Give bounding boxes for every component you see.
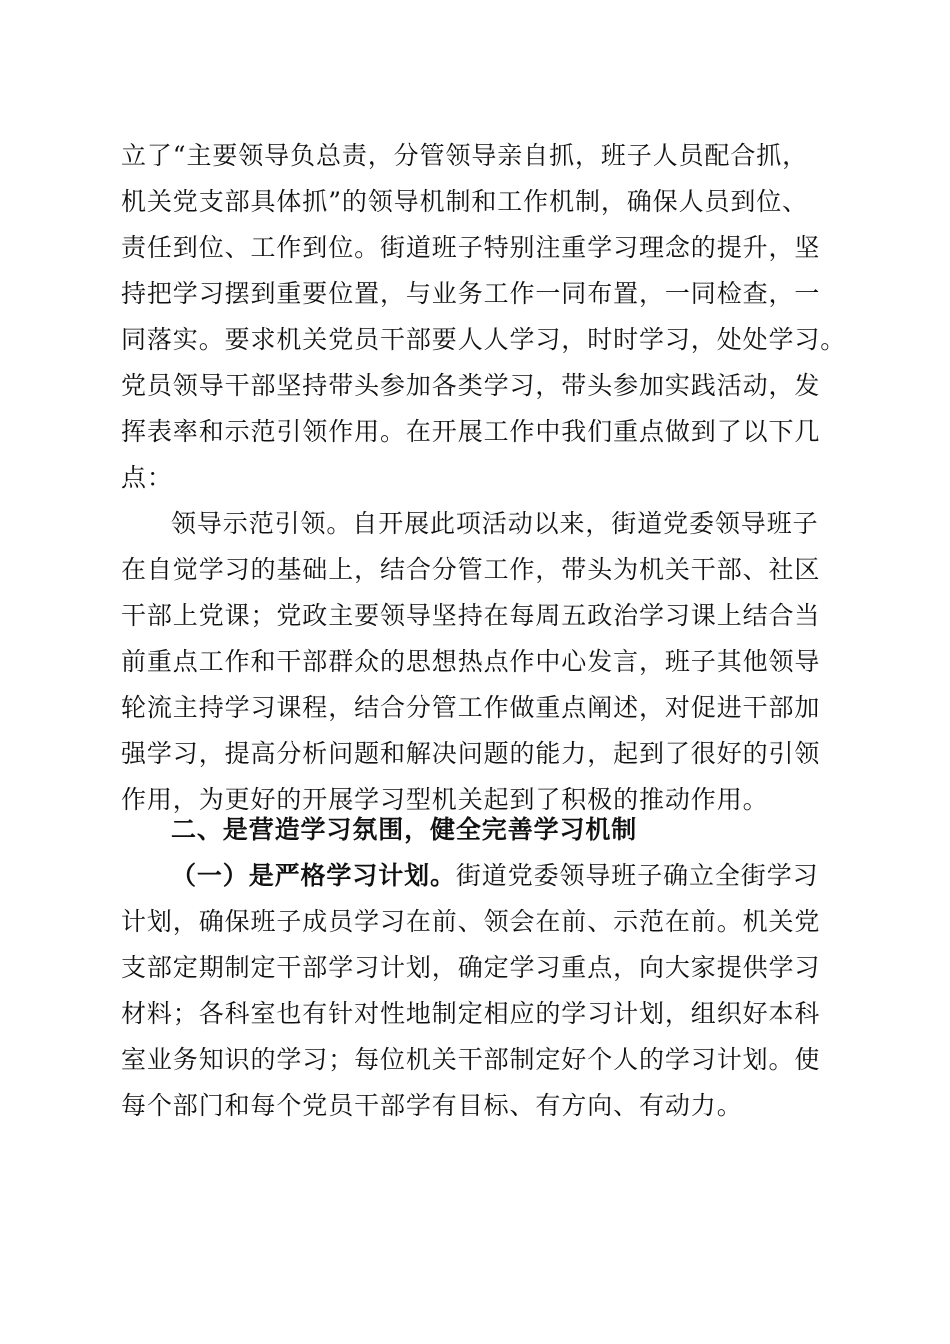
subsection-lead: （一）是严格学习计划。: [171, 861, 456, 890]
text-line: 同落实。要求机关党员干部要人人学习，时时学习，处处学习。: [121, 325, 847, 354]
text-line: 轮流主持学习课程，结合分管工作做重点阐述，对促进干部加: [121, 693, 821, 722]
text-line: 在自觉学习的基础上，结合分管工作，带头为机关干部、社区: [121, 555, 821, 584]
text-line: 支部定期制定干部学习计划，确定学习重点，向大家提供学习: [121, 953, 821, 982]
text-line: 点：: [121, 463, 173, 492]
section-heading: 二、是营造学习氛围，健全完善学习机制: [171, 815, 638, 844]
text-line: 挥表率和示范引领作用。在开展工作中我们重点做到了以下几: [121, 417, 821, 446]
paragraph-leadership-example: [121, 501, 833, 823]
text-line: 前重点工作和干部群众的思想热点作中心发言，班子其他领导: [121, 647, 821, 676]
text-line: 机关党支部具体抓”的领导机制和工作机制，确保人员到位、: [121, 187, 809, 216]
text-line-rest: 街道党委领导班子确立全街学习: [455, 861, 819, 890]
text-line: 室业务知识的学习；每位机关干部制定好个人的学习计划。使: [121, 1045, 821, 1074]
text-line: 党员领导干部坚持带头参加各类学习，带头参加实践活动，发: [121, 371, 821, 400]
text-line: 领导示范引领。自开展此项活动以来，街道党委领导班子: [171, 509, 819, 538]
text-line: 持把学习摆到重要位置，与业务工作一同布置，一同检查，一: [121, 279, 821, 308]
text-line: 责任到位、工作到位。街道班子特别注重学习理念的提升，坚: [121, 233, 821, 262]
text-line: 每个部门和每个党员干部学有目标、有方向、有动力。: [121, 1091, 743, 1120]
text-line: [121, 853, 833, 899]
text-line: 强学习，提高分析问题和解决问题的能力，起到了很好的引领: [121, 739, 821, 768]
paragraph-study-plan: [121, 853, 833, 1129]
paragraph-leadership-mechanism: [121, 133, 847, 501]
text-line: 作用，为更好的开展学习型机关起到了积极的推动作用。: [121, 785, 769, 814]
text-line: 计划，确保班子成员学习在前、领会在前、示范在前。机关党: [121, 907, 821, 936]
text-line: 立了“主要领导负总责，分管领导亲自抓，班子人员配合抓，: [121, 141, 809, 170]
text-line: 材料；各科室也有针对性地制定相应的学习计划，组织好本科: [121, 999, 821, 1028]
text-line: 干部上党课；党政主要领导坚持在每周五政治学习课上结合当: [121, 601, 821, 630]
section-heading-block: [121, 807, 833, 853]
